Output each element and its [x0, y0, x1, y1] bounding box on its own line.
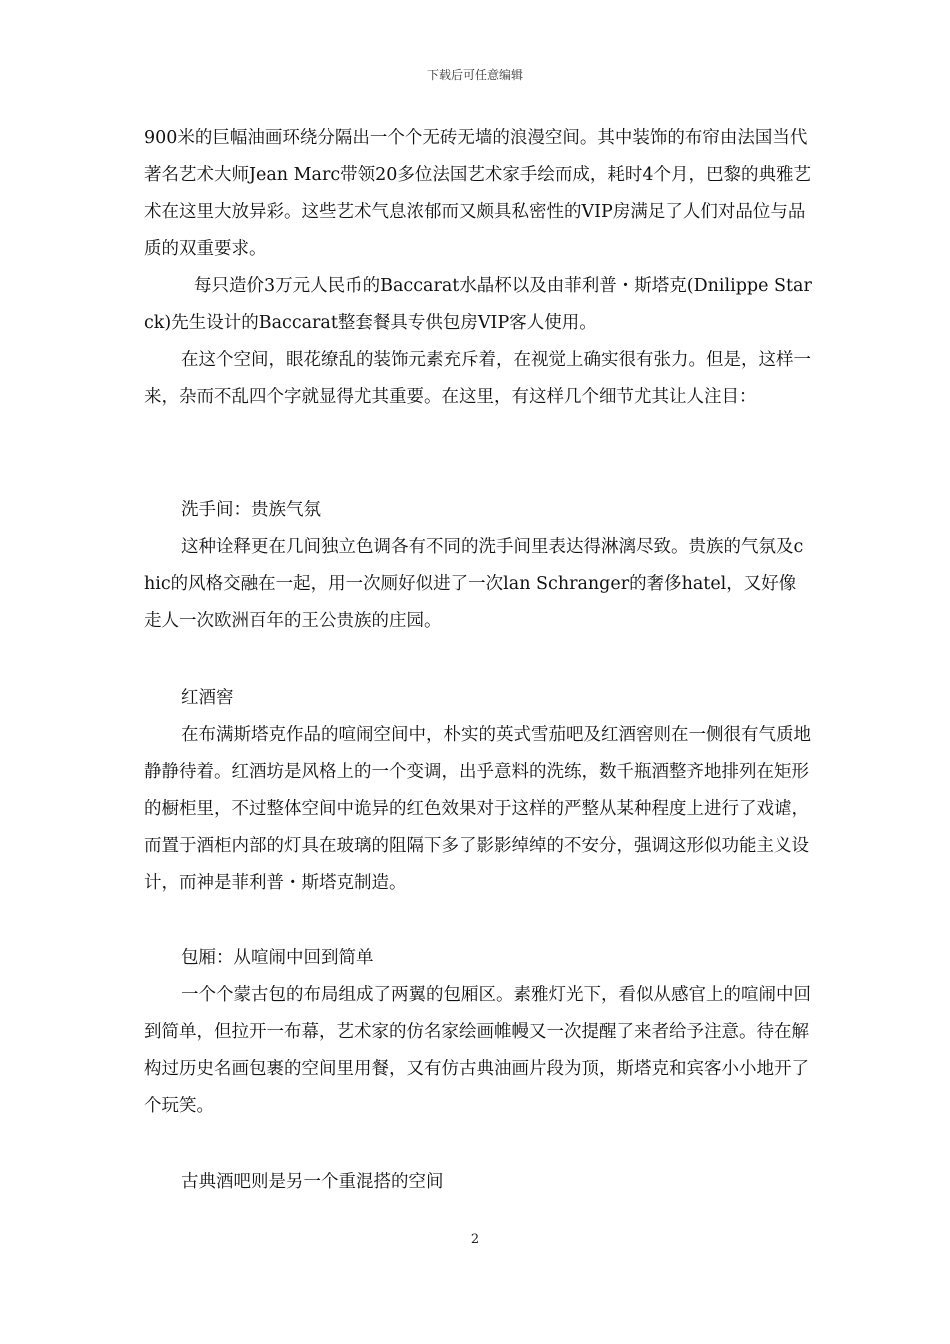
paragraph-restroom: 这种诠释更在几间独立色调各有不同的洗手间里表达得淋漓尽致。贵族的气氛及chic的风格交融在一起，用一次厕好似进了一次lan Schranger的奢侈hatel，又好像走人一次欧洲百年的王公贵族的庄园。 [144, 537, 804, 631]
paragraph-wine-cellar: 在布满斯塔克作品的喧闹空间中，朴实的英式雪茄吧及红酒窖则在一侧很有气质地静静待着。红酒坊是风格上的一个变调，出乎意料的洗练，数千瓶酒整齐地排列在矩形的橱柜里，不过整体空间中诡异的红色效果对于这样的严整从某种程度上进行了戏谑，而置于酒柜内部的灯具在玻璃的阻隔下多了影影绰绰的不安分，强调这形似功能主义设计，而神是菲利普・斯塔克制造。 [144, 725, 811, 893]
section-classic-bar [144, 1164, 812, 1201]
paragraph-decor-elements: 在这个空间，眼花缭乱的装饰元素充斥着，在视觉上确实很有张力。但是，这样一来，杂而不乱四个字就显得尤其重要。在这里，有这样几个细节尤其让人注目： [144, 350, 811, 407]
paragraph-baccarat: 每只造价3万元人民币的Baccarat水晶杯以及由菲利普・斯塔克(Dnilippe Starck)先生设计的Baccarat整套餐具专供包房VIP客人使用。 [144, 276, 812, 333]
section-heading-private-rooms: 包厢：从喧闹中回到简单 [181, 948, 374, 968]
section-wine-cellar [144, 680, 812, 902]
section-restroom [144, 492, 812, 640]
paragraph-oil-painting: 900米的巨幅油画环绕分隔出一个个无砖无墙的浪漫空间。其中装饰的布帘由法国当代著名艺术大师Jean Marc带领20多位法国艺术家手绘而成，耗时4个月，巴黎的典雅艺术在这里大放异彩。这些艺术气息浓郁而又颇具私密性的VIP房满足了人们对品位与品质的双重要求。 [144, 128, 812, 259]
section-heading-classic-bar: 古典酒吧则是另一个重混搭的空间 [181, 1172, 444, 1192]
document-body [144, 120, 812, 416]
page-header-note: 下载后可任意编辑 [426, 68, 523, 82]
section-heading-restroom: 洗手间：贵族气氛 [181, 500, 321, 520]
section-private-rooms [144, 940, 812, 1125]
section-heading-wine-cellar: 红酒窖 [181, 688, 234, 708]
page-number: 2 [470, 1232, 480, 1247]
paragraph-private-rooms: 一个个蒙古包的布局组成了两翼的包厢区。素雅灯光下，看似从感官上的喧闹中回到简单，但拉开一布幕，艺术家的仿名家绘画帷幔又一次提醒了来者给予注意。待在解构过历史名画包裹的空间里用餐，又有仿古典油画片段为顶，斯塔克和宾客小小地开了个玩笑。 [144, 985, 811, 1116]
